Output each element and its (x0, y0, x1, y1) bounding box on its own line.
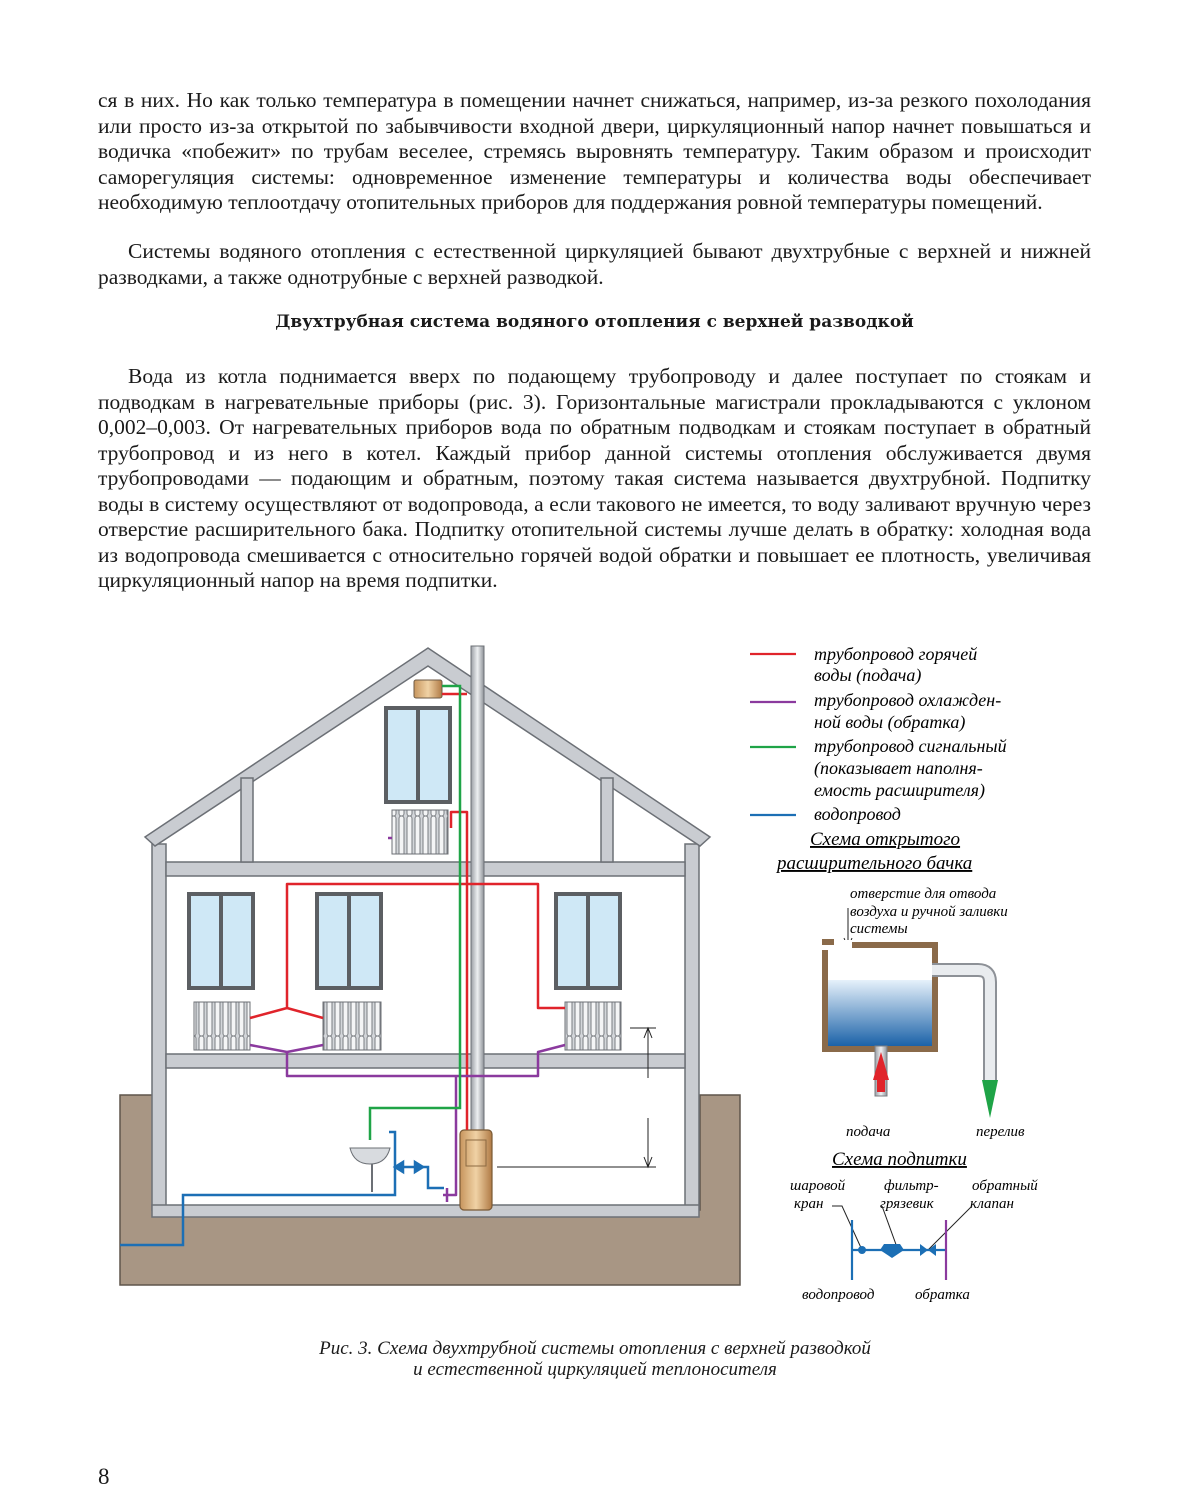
legend-signal-line1: трубопровод сигнальный (814, 736, 1007, 756)
chimney-pipe (471, 646, 484, 1136)
attic-expansion-tank (414, 680, 442, 698)
legend-hot-line2: воды (подача) (814, 665, 922, 685)
legend-water: водопровод (814, 804, 901, 824)
feed-check-line1: обратный (972, 1178, 1038, 1194)
legend-signal-line3: емость расширителя) (814, 780, 986, 800)
tank-label-overflow: перелив (976, 1124, 1025, 1140)
feed-scheme (790, 1149, 1038, 1303)
boiler (460, 1130, 492, 1210)
feed-filter-line1: фильтр- (884, 1178, 939, 1194)
legend-return-line2: ной воды (обратка) (814, 712, 966, 732)
legend-signal-line2: (показывает наполня- (814, 758, 983, 778)
page-number: 8 (98, 1464, 110, 1489)
feed-check-line2: клапан (970, 1196, 1014, 1212)
section-heading: Двухтрубная система водяного отопления с верхней разводкой (275, 312, 914, 332)
feed-scheme-title: Схема подпитки (832, 1149, 967, 1170)
legend-hot-line1: трубопровод горячей (814, 644, 978, 664)
caption-line-1: Рис. 3. Схема двухтрубной системы отопления с верхней разводкой (319, 1338, 871, 1359)
tank-note-line2: воздуха и ручной заливки (850, 904, 1008, 920)
tank-scheme-title1: Схема открытого (810, 829, 961, 850)
feed-ball-valve-line1: шаровой (790, 1178, 846, 1194)
caption-line-2: и естественной циркуляцией теплоносителя (413, 1359, 777, 1380)
tank-scheme-title2: расширительного бачка (777, 853, 973, 874)
sink (350, 1148, 390, 1192)
feed-filter-line2: грязевик (880, 1196, 934, 1212)
tank-label-supply: подача (846, 1124, 891, 1140)
tank-scheme (775, 829, 1025, 1140)
figure-caption (200, 1338, 990, 1380)
tank-note-line3: системы (850, 921, 908, 937)
tank-note-line1: отверстие для отвода (850, 886, 997, 902)
ground (120, 1095, 740, 1285)
feed-label-water: водопровод (802, 1287, 875, 1303)
feed-ball-valve-line2: кран (794, 1196, 824, 1212)
legend-return-line1: трубопровод охлажден- (814, 690, 1002, 710)
paragraph-2: Системы водяного отопления с естественной циркуляцией бывают двухтрубные с верхней и нижней разводками, а также однотрубные с верхней разводкой. (98, 239, 1091, 289)
legend (750, 644, 1007, 824)
paragraph-1: ся в них. Но как только температура в помещении начнет снижаться, например, из-за резкого похолодания или просто из-за открытой по забывчивости входной двери, циркуляционный напор начнет повышаться и водичка «побежит» по трубам веселее, стремясь выровнять температуру. Таким образом и происходит саморегуляция системы: одновременное изменение температуры и количества воды обеспечивает необходимую теплоотдачу отопительных приборов для поддержания ровной температуры помещений. (98, 88, 1091, 214)
feed-label-return: обратка (915, 1287, 970, 1303)
paragraph-3: Вода из котла поднимается вверх по подающему трубопроводу и далее поступает по стоякам и подводкам в нагревательные приборы (рис. 3). Горизонтальные магистрали прокладываются с уклоном 0,002–0,003. От нагревательных приборов вода по обратным подводкам и стоякам поступает в обратный трубопровод и из него в котел. Каждый прибор данной системы отопления обслуживается двумя трубопроводами — подающим и обратным, поэтому такая система называется двухтрубной. Подпитку воды в систему осуществляют от водопровода, а если такового не имеется, то воду заливают вручную через отверстие расширительного бака. Подпитку отопительной системы лучше делать в обратку: холодная вода из водопровода смешивается с относительно горячей водой обратки и повышает ее плотность, увеличивая циркуляционный напор на время подпитки. (98, 364, 1091, 592)
heating-system-figure (110, 640, 1070, 1320)
return-pipes (250, 838, 565, 1202)
